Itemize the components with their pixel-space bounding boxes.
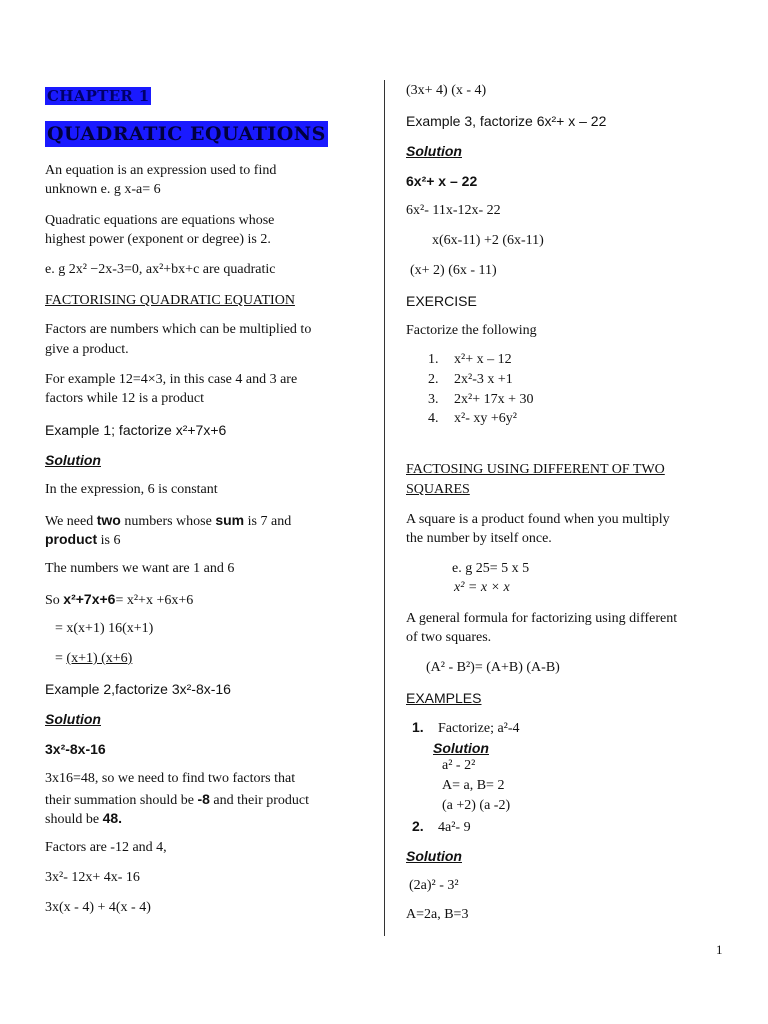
section-heading: FACTORISING QUADRATIC EQUATION	[45, 293, 295, 308]
paragraph: e. g 2x² −2x-3=0, ax²+bx+c are quadratic	[45, 262, 276, 277]
example-heading: Example 3, factorize 6x²+ x – 22	[406, 113, 607, 129]
section-heading: EXAMPLES	[406, 690, 482, 706]
formula: (A² - B²)= (A+B) (A-B)	[426, 660, 560, 675]
solution-label: Solution	[45, 711, 101, 727]
paragraph: For example 12=4×3, in this case 4 and 3 are	[45, 372, 298, 387]
solution-label: Solution	[406, 848, 462, 864]
paragraph: The numbers we want are 1 and 6	[45, 561, 235, 576]
expression: 3x²-8x-16	[45, 741, 106, 757]
exercise-item: 1. x²+ x – 12	[428, 352, 512, 367]
example-heading: Example 2,factorize 3x²-8x-16	[45, 681, 231, 697]
working-line: 3x(x - 4) + 4(x - 4)	[45, 900, 151, 915]
paragraph: unknown e. g x-a= 6	[45, 182, 161, 197]
paragraph: product is 6	[45, 531, 121, 548]
example-line: e. g 25= 5 x 5	[452, 561, 530, 576]
solution-label: Solution	[406, 143, 462, 159]
example-line: x² = x × x	[454, 580, 510, 595]
page-number: 1	[716, 942, 723, 957]
section-heading: FACTOSING USING DIFFERENT OF TWO	[406, 462, 665, 477]
paragraph: We need two numbers whose sum is 7 and	[45, 512, 292, 529]
example-item: 2. 4a²- 9	[412, 818, 471, 835]
exercise-heading: EXERCISE	[406, 293, 477, 309]
working-line: = (x+1) (x+6)	[55, 651, 133, 666]
working-line: 6x²- 11x-12x- 22	[406, 203, 501, 218]
working-line: (3x+ 4) (x - 4)	[406, 83, 487, 98]
paragraph: Factorize the following	[406, 323, 537, 338]
paragraph: the number by itself once.	[406, 531, 552, 546]
example-item: 1. Factorize; a²-4	[412, 719, 520, 736]
paragraph: of two squares.	[406, 630, 492, 645]
paragraph: highest power (exponent or degree) is 2.	[45, 232, 271, 247]
working-line: (a +2) (a -2)	[442, 798, 511, 813]
paragraph: 3x16=48, so we need to find two factors that	[45, 771, 296, 786]
chapter-title: QUADRATIC EQUATIONS	[47, 123, 326, 145]
working-line: 3x²- 12x+ 4x- 16	[45, 870, 140, 885]
paragraph: An equation is an expression used to find	[45, 163, 277, 178]
working-line: A= a, B= 2	[442, 778, 505, 793]
paragraph: Factors are -12 and 4,	[45, 840, 167, 855]
paragraph: Quadratic equations are equations whose	[45, 213, 275, 228]
expression: 6x²+ x – 22	[406, 173, 478, 189]
paragraph: should be 48.	[45, 810, 123, 827]
paragraph: A general formula for factorizing using different	[406, 611, 678, 626]
example-heading: Example 1; factorize x²+7x+6	[45, 422, 227, 438]
column-divider	[384, 80, 385, 936]
paragraph: Factors are numbers which can be multiplied to	[45, 322, 312, 337]
working-line: (x+ 2) (6x - 11)	[410, 263, 497, 278]
paragraph: A square is a product found when you multiply	[406, 512, 670, 527]
exercise-item: 4. x²- xy +6y²	[428, 411, 517, 426]
paragraph: give a product.	[45, 342, 129, 357]
working-line: = x(x+1) 16(x+1)	[55, 621, 154, 636]
paragraph: their summation should be -8 and their product	[45, 791, 310, 808]
working-line: A=2a, B=3	[406, 907, 469, 922]
working-line: x(6x-11) +2 (6x-11)	[432, 233, 544, 248]
section-heading: SQUARES	[406, 482, 470, 497]
working-line: (2a)² - 3²	[409, 878, 459, 893]
working-line: So x²+7x+6= x²+x +6x+6	[45, 591, 194, 608]
paragraph: In the expression, 6 is constant	[45, 482, 218, 497]
chapter-label: CHAPTER 1	[47, 87, 150, 105]
paragraph: factors while 12 is a product	[45, 391, 205, 406]
exercise-item: 3. 2x²+ 17x + 30	[428, 392, 534, 407]
working-line: a² - 2²	[442, 758, 476, 773]
solution-label: Solution	[433, 740, 489, 756]
solution-label: Solution	[45, 452, 101, 468]
exercise-item: 2. 2x²-3 x +1	[428, 372, 513, 387]
